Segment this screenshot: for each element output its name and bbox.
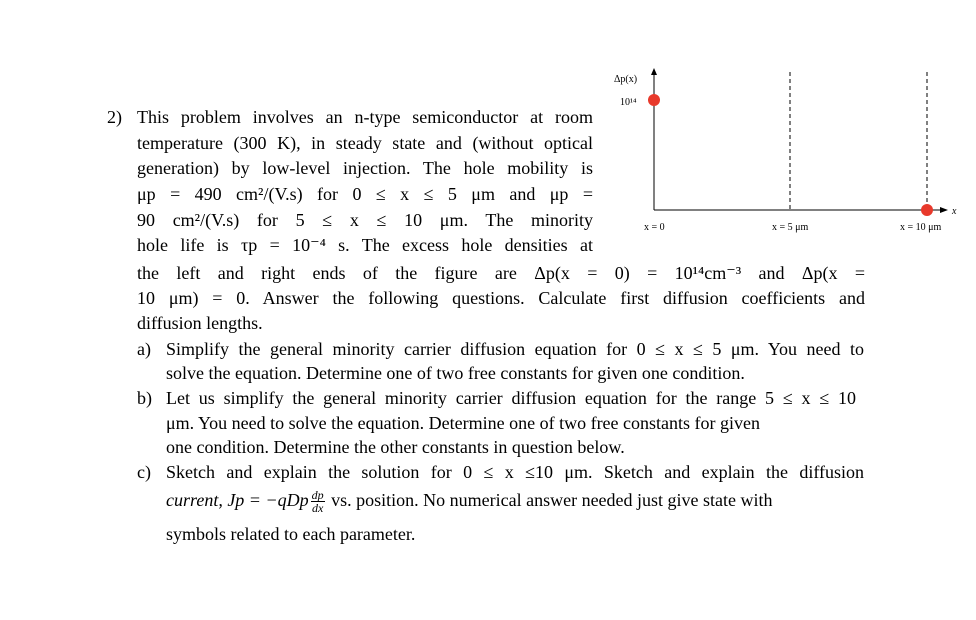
x-tick-5: x = 5 μm [772,222,809,233]
y-axis-arrow [651,68,657,75]
problem-number: 2) [107,107,122,127]
part-b-line-1: Let us simplify the general minority carrier diffusion equation for the range 5 ≤ x ≤ 10 [166,388,856,408]
intro-line-7: the left and right ends of the figure are Δp(x = 0) = 10¹⁴cm⁻³ and Δp(x = [137,263,865,283]
intro-line-8: 10 μm) = 0. Answer the following questions. Calculate first diffusion coefficients and [137,288,865,308]
intro-line-6: hole life is τp = 10⁻⁴ s. The excess hole densities at [137,235,593,255]
dp-dx-fraction [311,489,325,514]
x-axis-arrow [940,207,948,213]
intro-line-3: generation) by low-level injection. The hole mobility is [137,158,593,178]
y-value-label: 10¹⁴ [620,97,637,108]
part-a-label: a) [137,339,151,359]
intro-line-2: temperature (300 K), in steady state and (without optical [137,133,593,153]
part-a-line-2: solve the equation. Determine one of two free constants for given one condition. [166,363,745,383]
intro-line-1: This problem involves an n-type semiconductor at room [137,107,593,127]
part-b-line-2: μm. You need to solve the equation. Determine one of two free constants for given [166,413,761,433]
intro-line-5: 90 cm²/(V.s) for 5 ≤ x ≤ 10 μm. The minority [137,210,593,230]
point-left-end [648,94,660,106]
intro-line-4: μp = 490 cm²/(V.s) for 0 ≤ x ≤ 5 μm and μp = [137,184,593,204]
part-b-line-3: one condition. Determine the other constants in question below. [166,437,625,457]
part-c-line-1: Sketch and explain the solution for 0 ≤ x ≤10 μm. Sketch and explain the diffusion [166,462,864,482]
part-c-current-line [166,489,866,514]
excess-hole-density-figure [600,60,976,250]
part-c-line-3: symbols related to each parameter. [166,524,416,544]
y-axis-label: Δp(x) [614,74,638,85]
frac-denominator: dx [311,501,324,516]
x-axis-label: x [952,206,957,217]
part-c-label: c) [137,462,151,482]
intro-line-9: diffusion lengths. [137,313,263,333]
x-tick-10: x = 10 μm [900,222,942,233]
current-prefix: current, Jp = −qDp [166,490,309,510]
part-a-line-1: Simplify the general minority carrier diffusion equation for 0 ≤ x ≤ 5 μm. You need to [166,339,864,359]
point-right-end [921,204,933,216]
x-tick-0: x = 0 [644,222,665,233]
current-suffix: vs. position. No numerical answer needed just give state with [326,490,773,510]
part-b-label: b) [137,388,152,408]
frac-numerator: dp [311,488,324,503]
